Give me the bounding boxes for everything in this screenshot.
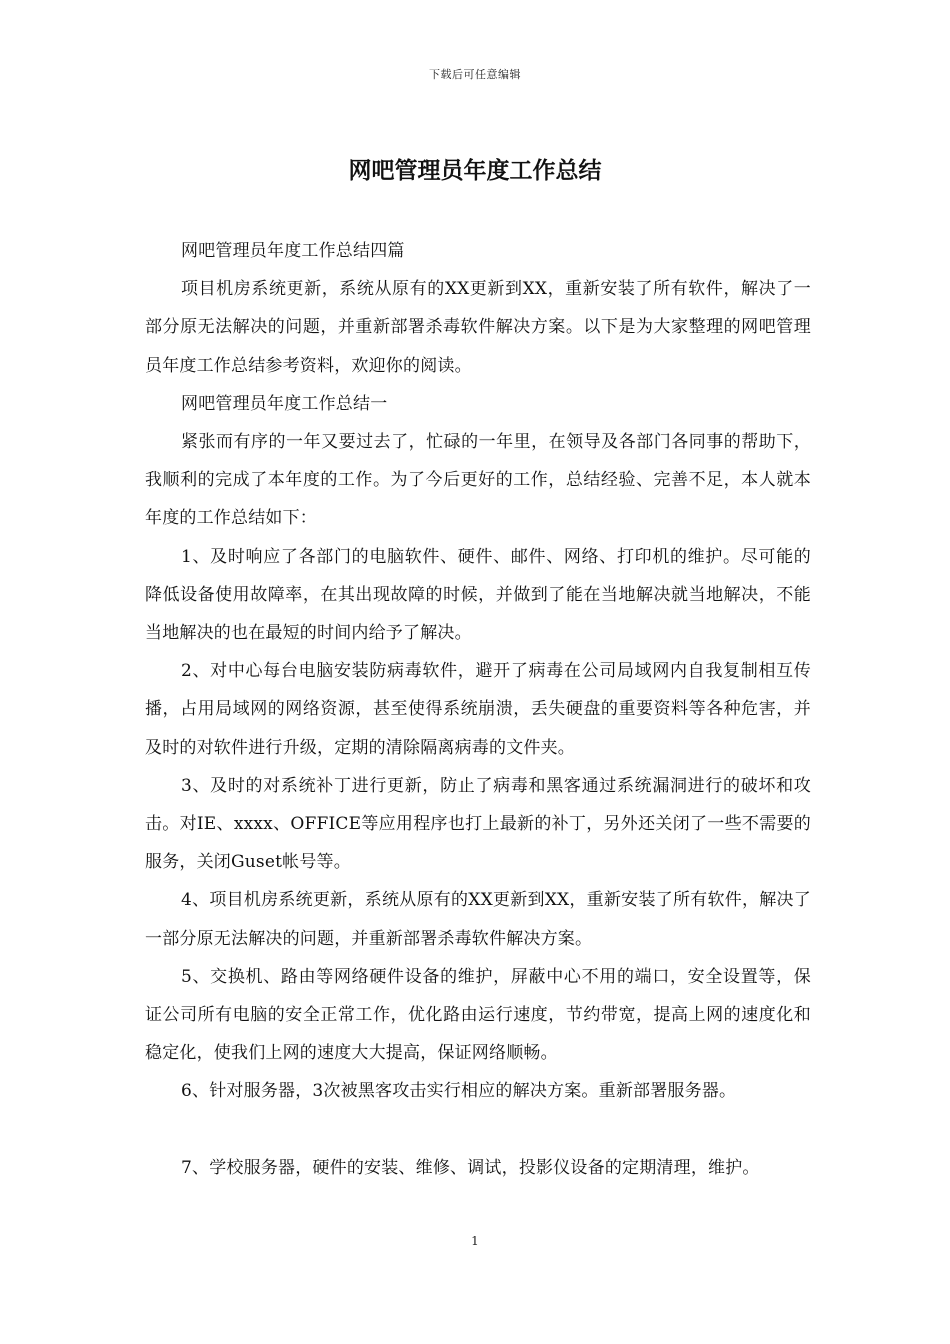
paragraph-opening: 紧张而有序的一年又要过去了，忙碌的一年里，在领导及各部门各同事的帮助下，我顺利的完成了本年度的工作。为了今后更好的工作，总结经验、完善不足，本人就本年度的工作总结如下：	[145, 432, 811, 529]
paragraph-gap	[145, 1111, 811, 1149]
document-title: 网吧管理员年度工作总结	[348, 158, 602, 184]
paragraph-intro: 项目机房系统更新，系统从原有的XX更新到XX，重新安装了所有软件，解决了一部分原无法解决的问题，并重新部署杀毒软件解决方案。以下是为大家整理的网吧管理员年度工作总结参考资料，欢迎你的阅读。	[145, 279, 811, 376]
paragraph-subtitle: 网吧管理员年度工作总结四篇	[181, 241, 405, 261]
paragraph-section-heading: 网吧管理员年度工作总结一	[181, 393, 388, 414]
paragraph-item-6: 6、针对服务器，3次被黑客攻击实行相应的解决方案。重新部署服务器。	[181, 1081, 737, 1102]
document-body	[145, 232, 811, 1187]
paragraph-item-3: 3、及时的对系统补丁进行更新，防止了病毒和黑客通过系统漏洞进行的破坏和攻击。对IE、xxxx、OFFICE等应用程序也打上最新的补丁，另外还关闭了一些不需要的服务，关闭Guset帐号等。	[145, 775, 811, 873]
paragraph-item-5: 5、交换机、路由等网络硬件设备的维护，屏蔽中心不用的端口，安全设置等，保证公司所有电脑的安全正常工作，优化路由运行速度，节约带宽，提高上网的速度化和稳定化，使我们上网的速度大大提高，保证网络顺畅。	[145, 966, 811, 1064]
paragraph-item-4: 4、项目机房系统更新，系统从原有的XX更新到XX，重新安装了所有软件，解决了一部分原无法解决的问题，并重新部署杀毒软件解决方案。	[145, 890, 811, 949]
header-note: 下载后可任意编辑	[429, 68, 521, 81]
paragraph-item-1: 1、及时响应了各部门的电脑软件、硬件、邮件、网络、打印机的维护。尽可能的降低设备使用故障率，在其出现故障的时候，并做到了能在当地解决就当地解决，不能当地解决的也在最短的时间内给予了解决。	[145, 546, 811, 644]
paragraph-item-7: 7、学校服务器，硬件的安装、维修、调试，投影仪设备的定期清理，维护。	[181, 1157, 760, 1178]
paragraph-item-2: 2、对中心每台电脑安装防病毒软件，避开了病毒在公司局域网内自我复制相互传播，占用局域网的网络资源，甚至使得系统崩溃，丢失硬盘的重要资料等各种危害，并及时的对软件进行升级，定期的清除隔离病毒的文件夹。	[145, 661, 811, 758]
page-number: 1	[471, 1234, 479, 1248]
